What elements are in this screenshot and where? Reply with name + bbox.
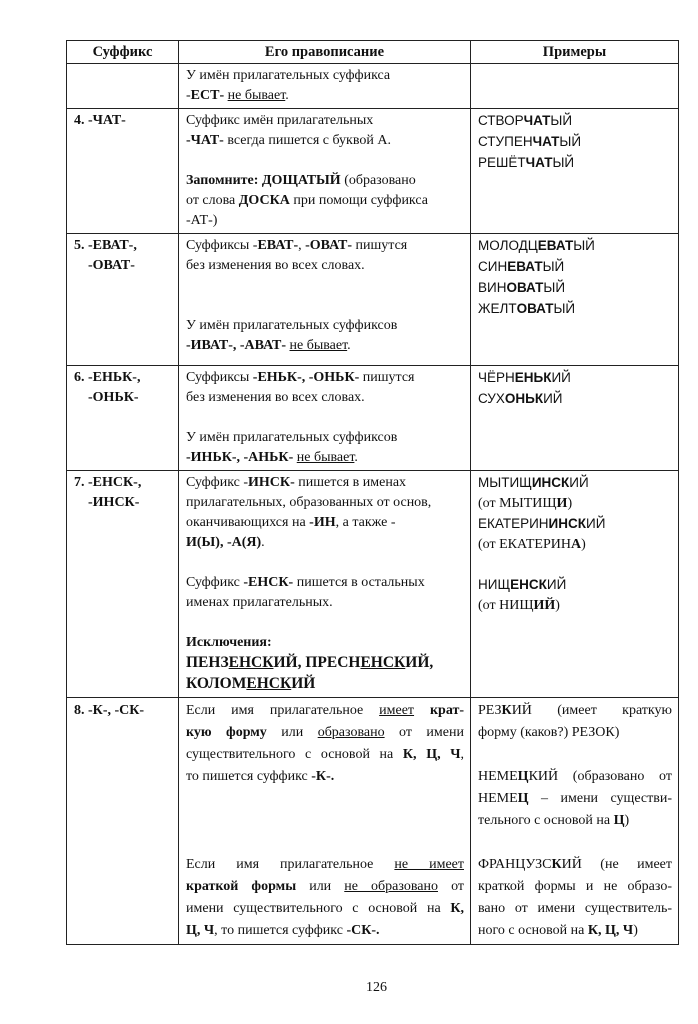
bold-text: крат- bbox=[429, 703, 464, 718]
table-row bbox=[67, 64, 679, 109]
text-line bbox=[186, 428, 464, 448]
text: У имён прилагательных суффиксов bbox=[186, 318, 398, 333]
text: Суффиксы bbox=[186, 370, 253, 385]
text-line bbox=[186, 573, 464, 593]
bold-text: -СК-. bbox=[346, 923, 380, 938]
text: Суффикс - bbox=[186, 475, 249, 490]
spelling-rule-cell bbox=[179, 234, 471, 366]
text-line bbox=[186, 700, 464, 722]
text-line bbox=[478, 854, 672, 876]
text-line bbox=[186, 920, 464, 942]
text-line bbox=[186, 513, 464, 533]
column-header-suffix: Суффикс bbox=[67, 41, 179, 64]
text-line bbox=[186, 832, 464, 854]
text: ФРАНЦУЗС bbox=[478, 857, 552, 872]
suffix-label: 5. -ЕВАТ-, bbox=[74, 238, 137, 253]
bold-text: ИНСК- bbox=[248, 475, 295, 490]
text-line bbox=[186, 533, 464, 553]
bold-text: ЧАТ bbox=[532, 134, 560, 149]
text-line bbox=[186, 276, 464, 296]
text-line bbox=[186, 898, 464, 920]
text: краткой формы и не образо- bbox=[478, 879, 672, 894]
text: (от МЫТИЩ bbox=[478, 496, 557, 511]
text-line bbox=[186, 722, 464, 744]
text-line bbox=[186, 448, 464, 468]
spelling-rule-cell bbox=[179, 471, 471, 698]
bold-text: Ц bbox=[517, 769, 529, 784]
text: оканчивающихся на bbox=[186, 515, 310, 530]
text: СТВОР bbox=[478, 113, 524, 128]
text: РЕЗ bbox=[478, 703, 502, 718]
bold-text: ИЙ, bbox=[405, 654, 434, 671]
text: ) bbox=[581, 537, 586, 552]
bold-text: Запомните: ДОЩАТЫЙ bbox=[186, 173, 341, 188]
text: Если имя прилагательное bbox=[186, 703, 380, 718]
bold-text: -ЕНЬК-, -ОНЬК- bbox=[252, 370, 360, 385]
text-line bbox=[478, 368, 672, 389]
text: не бывает bbox=[296, 450, 355, 465]
text-line bbox=[478, 299, 672, 320]
text: -АТ-) bbox=[186, 213, 218, 228]
text: СУХ bbox=[478, 391, 505, 406]
text-line bbox=[478, 257, 672, 278]
suffix-label: 7. -ЕНСК-, bbox=[74, 475, 142, 490]
text: не имеет bbox=[394, 857, 464, 872]
table-row bbox=[67, 109, 679, 234]
table-row bbox=[67, 471, 679, 698]
bold-text: -ИНЬК-, -АНЬК- bbox=[186, 450, 294, 465]
bold-text: Ц, Ч bbox=[186, 923, 215, 938]
text-line bbox=[478, 920, 672, 942]
spelling-rule-cell bbox=[179, 698, 471, 945]
suffix-cell bbox=[67, 64, 179, 109]
text: ) bbox=[567, 496, 573, 511]
text-line bbox=[478, 876, 672, 898]
bold-text: ЧАТ bbox=[523, 113, 551, 128]
text-line bbox=[478, 575, 672, 596]
examples-cell bbox=[471, 471, 679, 698]
text-line bbox=[186, 191, 464, 211]
text: , то пишется суффикс bbox=[214, 923, 347, 938]
text: при помощи суффикса bbox=[289, 193, 428, 208]
bold-text: ЕВАТ bbox=[537, 238, 574, 253]
text: ЫЙ bbox=[550, 113, 573, 128]
text: РЕШЁТ bbox=[478, 155, 526, 170]
bold-text: ИЙ bbox=[291, 675, 316, 692]
text: не бывает bbox=[227, 88, 286, 103]
text: пишутся bbox=[352, 238, 408, 253]
text: - bbox=[186, 88, 191, 103]
text: не бывает bbox=[289, 338, 348, 353]
text-line bbox=[186, 151, 464, 171]
bold-text: -ИН bbox=[309, 515, 336, 530]
text: то пишется суффикс bbox=[186, 769, 312, 784]
bold-text: ПЕНЗ bbox=[186, 654, 229, 671]
text: не образовано bbox=[344, 879, 438, 894]
text-line bbox=[478, 788, 672, 810]
text: от слова bbox=[186, 193, 239, 208]
bold-text: ОВАТ bbox=[516, 301, 554, 316]
text-line bbox=[186, 236, 464, 256]
bold-text: К bbox=[501, 703, 512, 718]
text: МОЛОДЦ bbox=[478, 238, 538, 253]
text-line bbox=[186, 256, 464, 276]
bold-text: кую форму bbox=[186, 725, 267, 740]
text-line bbox=[478, 278, 672, 299]
page-number: 126 bbox=[366, 980, 387, 995]
text: прилагательных, образованных от основ, bbox=[186, 495, 432, 510]
text: ) bbox=[555, 598, 560, 613]
text: , а также - bbox=[335, 515, 396, 530]
text: ЫЙ bbox=[559, 134, 582, 149]
bold-text: ЧАТ bbox=[525, 155, 553, 170]
text-line bbox=[186, 111, 464, 131]
text-line bbox=[186, 66, 464, 86]
text: ного с основой на bbox=[478, 923, 588, 938]
text-line bbox=[186, 171, 464, 191]
bold-text: К, Ц, Ч bbox=[587, 923, 634, 938]
text-line bbox=[478, 700, 672, 722]
text: У имён прилагательных суффикса bbox=[186, 68, 391, 83]
text: Суффиксы - bbox=[186, 238, 258, 253]
text: Суффикс имён прилагательных bbox=[186, 113, 374, 128]
suffix-spelling-table bbox=[66, 40, 679, 945]
text: ) bbox=[633, 923, 638, 938]
text: СТУПЕН bbox=[478, 134, 533, 149]
text-line bbox=[186, 854, 464, 876]
suffix-label: 4. -ЧАТ- bbox=[74, 113, 126, 128]
bold-text: И(Ы), -А(Я) bbox=[186, 535, 262, 550]
text: вано от имени существитель- bbox=[478, 901, 672, 916]
bold-text: ИЙ, ПРЕСН bbox=[273, 654, 361, 671]
text: или bbox=[296, 879, 345, 894]
text: (от НИЩ bbox=[478, 598, 534, 613]
bold-text: ЕВАТ bbox=[507, 259, 543, 274]
text: имени существительного с основой на bbox=[186, 901, 451, 916]
text: КИЙ (образовано от bbox=[528, 769, 672, 784]
text: образовано bbox=[317, 725, 385, 740]
suffix-cell bbox=[67, 698, 179, 945]
examples-cell bbox=[471, 64, 679, 109]
suffix-cell bbox=[67, 234, 179, 366]
text: или bbox=[266, 725, 318, 740]
bold-text: ЕНСК bbox=[510, 577, 547, 592]
text: ЫЙ bbox=[542, 259, 565, 274]
text: (от ЕКАТЕРИН bbox=[478, 537, 571, 552]
text: , bbox=[460, 747, 464, 762]
spelling-rule-cell bbox=[179, 366, 471, 471]
text-line bbox=[186, 653, 464, 674]
text-line bbox=[478, 111, 672, 132]
spelling-rule-cell bbox=[179, 64, 471, 109]
text: форму (каков?) РЕЗОК) bbox=[478, 725, 620, 740]
text-line bbox=[186, 493, 464, 513]
text: Если имя прилагательное bbox=[186, 857, 395, 872]
text: Суффикс bbox=[186, 575, 244, 590]
text: ИЙ bbox=[585, 516, 606, 531]
text: , bbox=[298, 238, 306, 253]
bold-text: -ЕНСК- bbox=[243, 575, 294, 590]
text-line bbox=[478, 236, 672, 257]
bold-text: ЕВАТ- bbox=[257, 238, 299, 253]
bold-text: А bbox=[570, 537, 582, 552]
bold-text: ИНСК bbox=[548, 516, 586, 531]
bold-text: -К-. bbox=[311, 769, 335, 784]
table-header-row bbox=[67, 41, 679, 64]
table-row bbox=[67, 366, 679, 471]
text: ИЙ bbox=[546, 577, 567, 592]
table-row bbox=[67, 234, 679, 366]
bold-text: ЕНСК bbox=[360, 654, 406, 671]
text-line bbox=[186, 473, 464, 493]
text: ВИН bbox=[478, 280, 507, 295]
text-line bbox=[478, 514, 672, 535]
text-line bbox=[186, 368, 464, 388]
text: ИЙ (не имеет bbox=[561, 857, 672, 872]
text-line bbox=[478, 535, 672, 555]
bold-text: ЕНЬК bbox=[514, 370, 552, 385]
suffix-label: -ОНЬК- bbox=[88, 390, 139, 405]
text: НЕМЕ bbox=[478, 769, 518, 784]
text-line bbox=[478, 389, 672, 410]
text: ЫЙ bbox=[553, 301, 576, 316]
text-line bbox=[186, 788, 464, 810]
bold-text: -ИВАТ-, -АВАТ- bbox=[186, 338, 286, 353]
text: всегда пишется с буквой А. bbox=[223, 133, 391, 148]
text-line bbox=[186, 211, 464, 231]
text: МЫТИЩ bbox=[478, 475, 532, 490]
text-line bbox=[186, 553, 464, 573]
text-line bbox=[478, 132, 672, 153]
text-line bbox=[186, 131, 464, 151]
text: именах прилагательных. bbox=[186, 595, 333, 610]
bold-text: ЕСТ- bbox=[190, 88, 225, 103]
examples-cell bbox=[471, 234, 679, 366]
text: тельного с основой на bbox=[478, 813, 614, 828]
suffix-label: 6. -ЕНЬК-, bbox=[74, 370, 141, 385]
text: ЫЙ bbox=[552, 155, 575, 170]
text-line bbox=[186, 766, 464, 788]
text-line bbox=[186, 316, 464, 336]
bold-text: ИНСК bbox=[531, 475, 570, 490]
suffix-cell bbox=[67, 366, 179, 471]
bold-text: Ц bbox=[613, 813, 625, 828]
text: ЕКАТЕРИН bbox=[478, 516, 549, 531]
text-line bbox=[186, 613, 464, 633]
text-line bbox=[186, 674, 464, 695]
text: без изменения во всех словах. bbox=[186, 258, 365, 273]
bold-text: ОВАТ bbox=[506, 280, 544, 295]
text-line bbox=[478, 898, 672, 920]
suffix-label: -ОВАТ- bbox=[88, 258, 135, 273]
text-line bbox=[478, 722, 672, 744]
text: ИЙ bbox=[551, 370, 571, 385]
text: ЧЁРН bbox=[478, 370, 515, 385]
text-line bbox=[186, 86, 464, 106]
text-line bbox=[186, 633, 464, 653]
text: . bbox=[285, 88, 289, 103]
bold-text: ЕНСК bbox=[246, 675, 292, 692]
bold-text: К, Ц, Ч bbox=[402, 747, 461, 762]
text-line bbox=[186, 876, 464, 898]
text bbox=[414, 703, 430, 718]
text: от имени bbox=[384, 725, 464, 740]
suffix-cell bbox=[67, 471, 179, 698]
bold-text: -ОВАТ- bbox=[305, 238, 353, 253]
text: . bbox=[347, 338, 351, 353]
text-line bbox=[186, 336, 464, 356]
suffix-cell bbox=[67, 109, 179, 234]
text-line bbox=[186, 744, 464, 766]
text-line bbox=[478, 555, 672, 575]
text: ИЙ bbox=[569, 475, 589, 490]
bold-text: К bbox=[551, 857, 562, 872]
text-line bbox=[478, 153, 672, 174]
text: ) bbox=[624, 813, 630, 828]
text: пишется в остальных bbox=[293, 575, 425, 590]
bold-text: К, bbox=[450, 901, 464, 916]
text-line bbox=[186, 388, 464, 408]
text: НИЩ bbox=[478, 577, 511, 592]
text: ИЙ (имеет краткую bbox=[511, 703, 672, 718]
text-line bbox=[478, 596, 672, 616]
bold-text: -ЧАТ- bbox=[186, 133, 224, 148]
text-line bbox=[478, 494, 672, 514]
text-line bbox=[186, 296, 464, 316]
text: ЫЙ bbox=[543, 280, 566, 295]
text: имеет bbox=[379, 703, 415, 718]
text: без изменения во всех словах. bbox=[186, 390, 365, 405]
text: от bbox=[437, 879, 464, 894]
text: НЕМЕ bbox=[478, 791, 518, 806]
text: – имени существи- bbox=[528, 791, 672, 806]
bold-text: Исключения: bbox=[186, 635, 272, 650]
column-header-spelling: Его правописание bbox=[179, 41, 471, 64]
text: существительного с основой на bbox=[186, 747, 403, 762]
spelling-rule-cell bbox=[179, 109, 471, 234]
bold-text: И bbox=[556, 496, 568, 511]
text: ЫЙ bbox=[573, 238, 595, 253]
table-row bbox=[67, 698, 679, 945]
text-line bbox=[186, 408, 464, 428]
text: СИН bbox=[478, 259, 508, 274]
text: (образовано bbox=[340, 173, 416, 188]
text: . bbox=[261, 535, 265, 550]
text-line bbox=[186, 810, 464, 832]
bold-text: ДОСКА bbox=[238, 193, 290, 208]
suffix-label: 8. -К-, -СК- bbox=[74, 703, 145, 718]
bold-text: ИЙ bbox=[533, 598, 556, 613]
bold-text: краткой формы bbox=[186, 879, 297, 894]
text-line bbox=[478, 766, 672, 788]
text: У имён прилагательных суффиксов bbox=[186, 430, 398, 445]
text-line bbox=[478, 744, 672, 766]
examples-cell bbox=[471, 698, 679, 945]
text: ИЙ bbox=[543, 391, 563, 406]
column-header-examples: Примеры bbox=[471, 41, 679, 64]
text-line bbox=[186, 593, 464, 613]
text: пишутся bbox=[359, 370, 415, 385]
text: пишется в именах bbox=[294, 475, 407, 490]
bold-text: ЕНСК bbox=[228, 654, 274, 671]
text-line bbox=[478, 810, 672, 832]
text-line bbox=[478, 473, 672, 494]
text-line bbox=[478, 832, 672, 854]
bold-text: Ц bbox=[517, 791, 529, 806]
suffix-label: -ИНСК- bbox=[88, 495, 140, 510]
examples-cell bbox=[471, 366, 679, 471]
text: . bbox=[354, 450, 358, 465]
text: ЖЕЛТ bbox=[478, 301, 517, 316]
bold-text: КОЛОМ bbox=[186, 675, 247, 692]
bold-text: ОНЬК bbox=[504, 391, 544, 406]
examples-cell bbox=[471, 109, 679, 234]
